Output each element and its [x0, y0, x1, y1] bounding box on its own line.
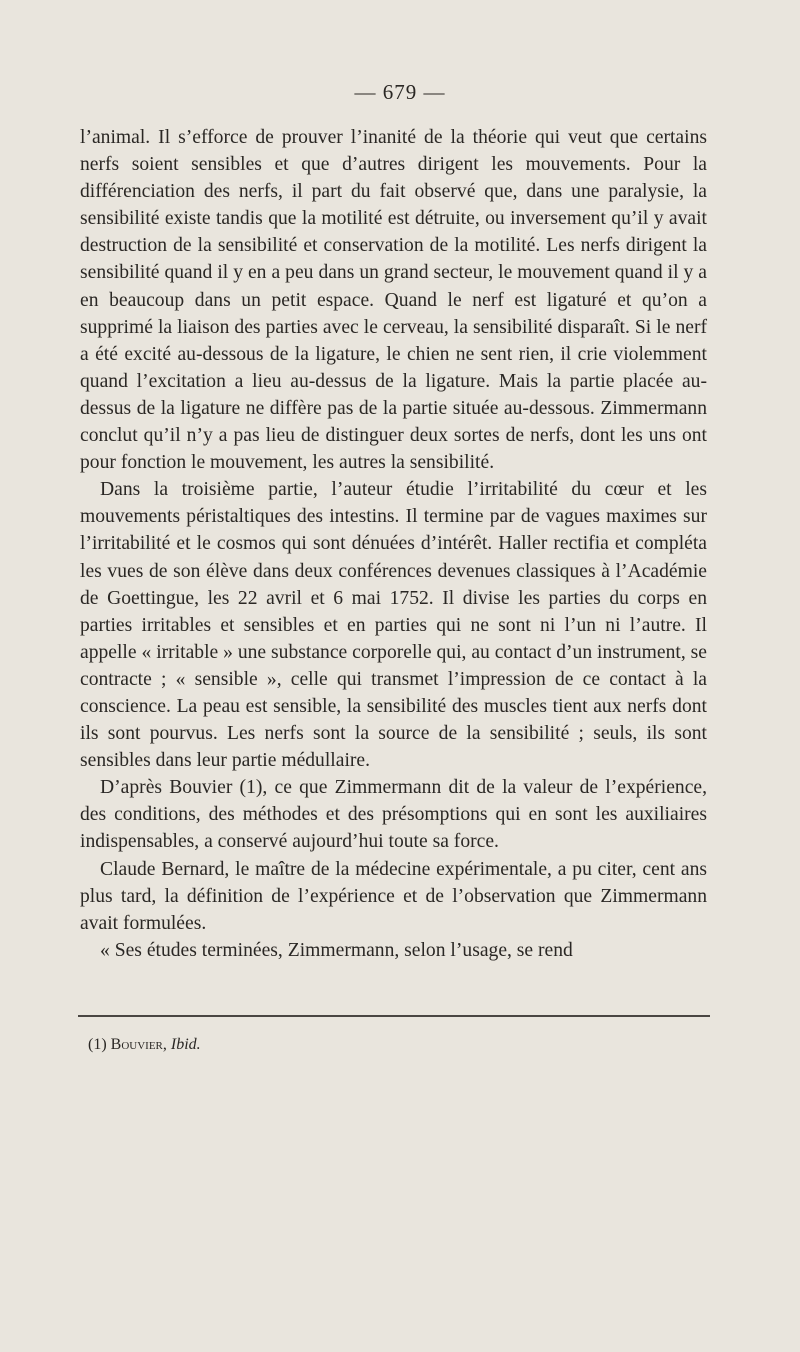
footnote-divider: [78, 1015, 710, 1017]
footnote-marker: (1): [88, 1036, 107, 1053]
footnote: [88, 1034, 201, 1056]
paragraph-3: D’après Bouvier (1), ce que Zimmermann dit de la valeur de l’expérience, des conditions, des méthodes et des présomptions qui en sont les auxiliaires indispensables, a conservé aujourd’hui toute sa force.: [80, 777, 707, 853]
paragraph-1: l’animal. Il s’efforce de prouver l’inanité de la théorie qui veut que certains nerfs soient sensibles et que d’autres dirigent les mouvements. Pour la différenciation des nerfs, il part du fait observé que, dans une paralysie, la sensibilité existe tandis que la motilité est détruite, ou inversement qu’il y avait destruction de la sensibilité et conservation de la motilité. Les nerfs dirigent la sensibilité quand il y en a peu dans un grand secteur, le mouvement quand il y a en beaucoup dans un petit espace. Quand le nerf est ligaturé et qu’on a supprimé la liaison des parties avec le cerveau, la sensibilité disparaît. Si le nerf a été excité au-dessous de la ligature, le chien ne sent rien, il crie violemment quand l’excitation a lieu au-dessus de la ligature. Mais la partie placée au-dessus de la ligature ne diffère pas de la partie située au-dessous. Zimmermann conclut qu’il n’y a pas lieu de distinguer deux sortes de nerfs, dont les uns ont pour fonction le mouvement, les autres la sensibilité.: [80, 127, 707, 474]
paragraph-5: « Ses études terminées, Zimmermann, selon l’usage, se rend: [100, 939, 573, 961]
paragraph-4: Claude Bernard, le maître de la médecine expérimentale, a pu citer, cent ans plus tard, la définition de l’expérience et de l’observation que Zimmermann avait formulées.: [80, 858, 707, 934]
paragraph-2: Dans la troisième partie, l’auteur étudie l’irritabilité du cœur et les mouvements péristaltiques des intestins. Il termine par de vagues maximes sur l’irritabilité et le cosmos qui sont dénuées d’intérêt. Haller rectifia et compléta les vues de son élève dans deux conférences devenues classiques à l’Académie de Goettingue, les 22 avril et 6 mai 1752. Il divise les parties du corps en parties irritables et sensibles et en parties qui ne sont ni l’un ni l’autre. Il appelle « irritable » une substance corporelle qui, au contact d’un instrument, se contracte ; « sensible », celle qui transmet l’impression de ce contact à la conscience. La peau est sensible, la sensibilité des muscles tient aux nerfs dont ils sont pourvus. Les nerfs sont la source de la sensibilité ; seuls, ils sont sensibles dans leur partie médullaire.: [80, 479, 707, 772]
body-text: [80, 124, 707, 964]
footnote-author: Bouvier,: [110, 1036, 167, 1053]
page-number: — 679 —: [354, 80, 446, 104]
footnote-reference: Ibid.: [170, 1036, 201, 1053]
